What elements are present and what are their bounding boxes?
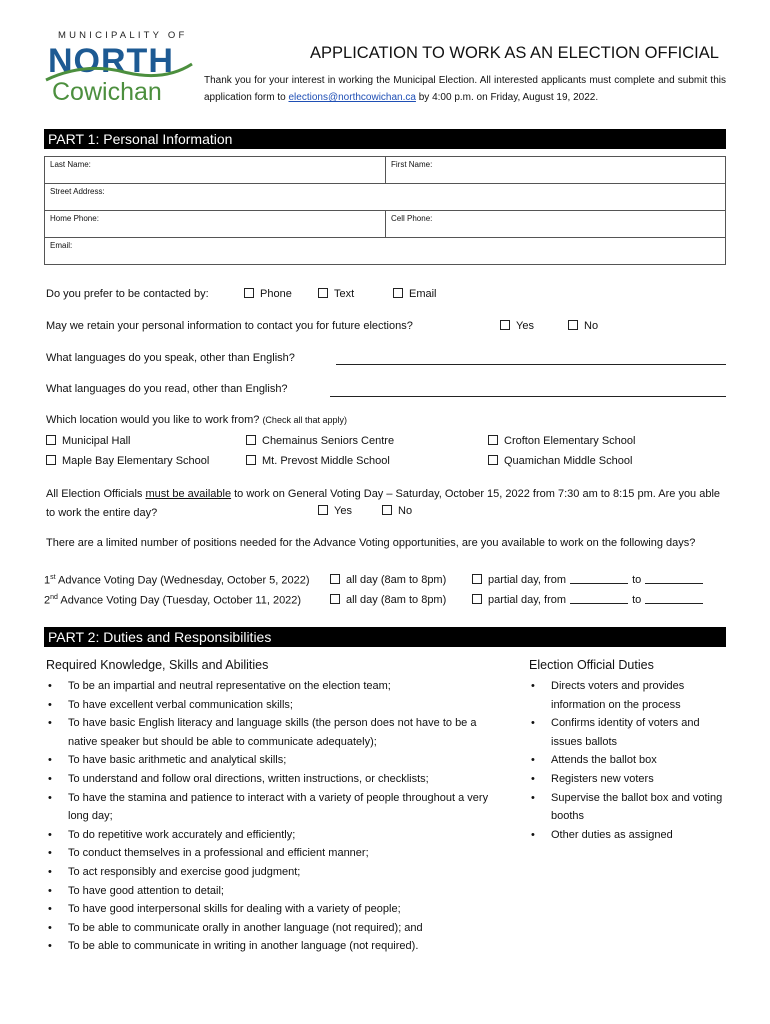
email-field[interactable]: Email: [45,238,726,265]
read-question: What languages do you read, other than English? [46,383,288,395]
list-item: • To conduct themselves in a professional and efficient manner; [46,844,491,863]
checkbox-icon[interactable] [500,320,510,330]
speak-answer-line[interactable] [336,364,726,365]
partial-to-blank[interactable] [645,603,703,604]
advance-day-2-allday-option[interactable]: all day (8am to 8pm) [330,594,446,606]
logo-line-1: MUNICIPALITY OF [58,30,188,41]
logo-line-3: Cowichan [52,78,162,106]
checkbox-icon[interactable] [488,435,498,445]
list-item: • To be able to communicate orally in another language (not required); and [46,919,491,938]
list-item: • Attends the ballot box [529,751,729,770]
location-option[interactable]: Municipal Hall [46,435,130,447]
checkbox-icon[interactable] [382,505,392,515]
north-cowichan-logo [44,30,194,110]
checkbox-icon[interactable] [244,288,254,298]
contact-text-option[interactable]: Text [318,288,354,300]
list-item: • Registers new voters [529,770,729,789]
checkbox-icon[interactable] [246,435,256,445]
last-name-field[interactable]: Last Name: [45,157,386,184]
general-no-option[interactable]: No [382,505,412,517]
advance-day-1-partial-option[interactable]: partial day, from to [472,574,707,586]
intro-text: Thank you for your interest in working the Municipal Election. All interested applicants must complete and submit this application form to elections@northcowichan.ca by 4:00 p.m. on Friday, August 19, 2022. [204,75,726,103]
retain-no-option[interactable]: No [568,320,598,332]
checkbox-icon[interactable] [46,435,56,445]
cell-phone-field[interactable]: Cell Phone: [386,211,726,238]
retain-question: May we retain your personal information to contact you for future elections? [46,320,413,332]
home-phone-field[interactable]: Home Phone: [45,211,386,238]
list-item: • To be able to communicate in writing in another language (not required). [46,937,491,956]
part1-heading: PART 1: Personal Information [44,129,726,149]
list-item: • To have good attention to detail; [46,882,491,901]
list-item: • To act responsibly and exercise good judgment; [46,863,491,882]
checkbox-icon[interactable] [488,455,498,465]
list-item: • Confirms identity of voters and issues ballots [529,714,729,751]
list-item: • To have basic arithmetic and analytical skills; [46,751,491,770]
first-name-field[interactable]: First Name: [386,157,726,184]
list-item: • To have the stamina and patience to interact with a variety of people throughout a very long day; [46,789,491,826]
list-item: • To do repetitive work accurately and efficiently; [46,826,491,845]
list-item: • To understand and follow oral directions, written instructions, or checklists; [46,770,491,789]
location-option[interactable]: Crofton Elementary School [488,435,635,447]
advance-day-2-label: 2nd Advance Voting Day (Tuesday, October 11, 2022) [44,594,302,607]
checkbox-icon[interactable] [568,320,578,330]
logo-line-2: NORTH [48,42,174,80]
location-question: Which location would you like to work from? (Check all that apply) [46,414,347,426]
part2-heading: PART 2: Duties and Responsibilities [44,627,726,647]
skills-title: Required Knowledge, Skills and Abilities [46,658,269,672]
partial-to-blank[interactable] [645,583,703,584]
checkbox-icon[interactable] [46,455,56,465]
list-item: • To have basic English literacy and language skills (the person does not have to be a native speaker but should be able to communicate adequately); [46,714,491,751]
checkbox-icon[interactable] [330,594,340,604]
list-item: • To have excellent verbal communication skills; [46,696,491,715]
location-option[interactable]: Mt. Prevost Middle School [246,455,390,467]
list-item: • Other duties as assigned [529,826,729,845]
advance-day-2-partial-option[interactable]: partial day, from to [472,594,707,606]
duties-title: Election Official Duties [529,658,654,672]
contact-phone-option[interactable]: Phone [244,288,292,300]
checkbox-icon[interactable] [472,574,482,584]
location-option[interactable]: Maple Bay Elementary School [46,455,209,467]
form-title: APPLICATION TO WORK AS AN ELECTION OFFICIAL [310,44,719,62]
list-item: • Directs voters and provides information on the process [529,677,729,714]
list-item: • To be an impartial and neutral representative on the election team; [46,677,491,696]
checkbox-icon[interactable] [330,574,340,584]
personal-info-table [44,156,726,265]
advance-day-1-allday-option[interactable]: all day (8am to 8pm) [330,574,446,586]
checkbox-icon[interactable] [318,505,328,515]
speak-question: What languages do you speak, other than English? [46,352,295,364]
general-voting-availability: All Election Officials must be available to work on General Voting Day – Saturday, October 15, 2022 from 7:30 am to 8:15 pm. Are you able to work the entire day? [46,488,721,519]
contact-email-option[interactable]: Email [393,288,437,300]
street-address-field[interactable]: Street Address: [45,184,726,211]
contact-question: Do you prefer to be contacted by: [46,288,209,300]
skills-list [46,677,491,956]
advance-day-1-label: 1st Advance Voting Day (Wednesday, October 5, 2022) [44,574,310,587]
email-link[interactable]: elections@northcowichan.ca [288,92,416,103]
read-answer-line[interactable] [330,396,726,397]
partial-from-blank[interactable] [570,583,628,584]
partial-from-blank[interactable] [570,603,628,604]
checkbox-icon[interactable] [246,455,256,465]
location-option[interactable]: Chemainus Seniors Centre [246,435,394,447]
list-item: • To have good interpersonal skills for dealing with a variety of people; [46,900,491,919]
checkbox-icon[interactable] [472,594,482,604]
general-yes-option[interactable]: Yes [318,505,352,517]
retain-yes-option[interactable]: Yes [500,320,534,332]
duties-list [529,677,729,844]
checkbox-icon[interactable] [393,288,403,298]
location-option[interactable]: Quamichan Middle School [488,455,632,467]
checkbox-icon[interactable] [318,288,328,298]
advance-voting-question: There are a limited number of positions needed for the Advance Voting opportunities, are you available to work on the following days? [46,537,696,549]
list-item: • Supervise the ballot box and voting booths [529,789,729,826]
